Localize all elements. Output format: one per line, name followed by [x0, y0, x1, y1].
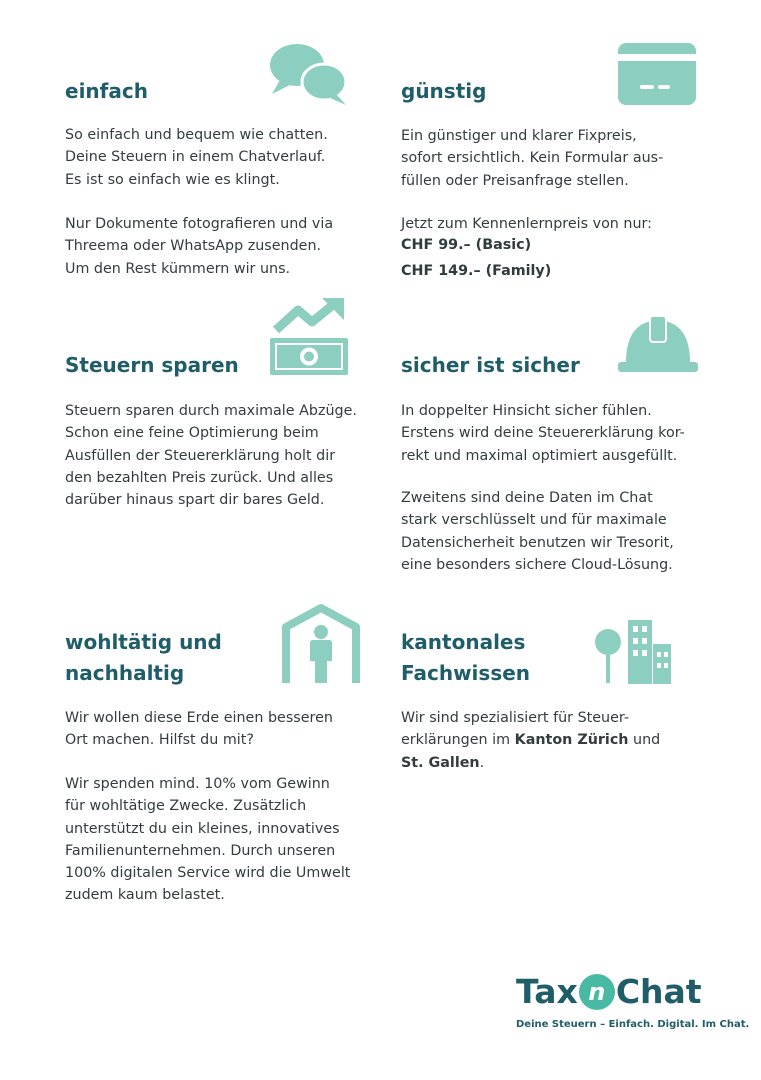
- logo-n-bubble: n: [579, 974, 615, 1010]
- feature-text: So einfach und bequem wie chatten. Deine Steuern in einem Chatverlauf. Es ist so einfach wie es klingt.: [65, 127, 328, 188]
- feature-text: Ein günstiger und klarer Fixpreis, sofort ersichtlich. Kein Formular aus- füllen oder Preisanfrage stellen.: [401, 128, 664, 189]
- feature-title: Steuern sparen: [65, 353, 239, 377]
- person-shelter-icon: [281, 603, 361, 683]
- text-part: Wir sind spezialisiert für Steuer- erklärungen im: [401, 710, 630, 749]
- feature-title: einfach: [65, 79, 148, 103]
- feature-title: günstig: [401, 79, 487, 103]
- chat-bubbles-icon: [268, 42, 350, 108]
- feature-title: Fachwissen: [401, 661, 531, 685]
- feature-title: nachhaltig: [65, 661, 185, 685]
- feature-text: In doppelter Hinsicht sicher fühlen. Erstens wird deine Steuererklärung kor- rekt und maximal optimiert ausgefüllt.: [401, 403, 685, 464]
- feature-text: [401, 707, 660, 774]
- feature-text: Wir wollen diese Erde einen besseren Ort machen. Hilfst du mit?: [65, 710, 333, 749]
- text-part: .: [479, 754, 485, 771]
- logo-tagline: Deine Steuern – Einfach. Digital. Im Chat.: [516, 1019, 750, 1030]
- hard-hat-icon: [618, 316, 698, 374]
- feature-text: Zweitens sind deine Daten im Chat stark verschlüsselt und für maximale Datensicherheit benutzen wir Tresorit, eine besonders sichere Cloud-Lösung.: [401, 490, 674, 573]
- taxnchat-logo: [516, 974, 702, 1010]
- feature-text: Wir spenden mind. 10% vom Gewinn für wohltätige Zwecke. Zusätzlich unterstützt du ein kleines, innovatives Familienunternehmen. Durch unseren 100% digitalen Service wird die Umwelt zudem kaum belastet.: [65, 776, 351, 904]
- text-bold-st-gallen: St. Gallen: [401, 754, 480, 771]
- feature-text: Jetzt zum Kennenlernpreis von nur:: [401, 216, 652, 232]
- city-tree-icon: [594, 620, 674, 684]
- price-family: CHF 149.– (Family): [401, 263, 552, 279]
- logo-text-tax: Tax: [516, 972, 578, 1011]
- feature-text: Nur Dokumente fotografieren und via Threema oder WhatsApp zusenden. Um den Rest kümmern wir uns.: [65, 216, 334, 277]
- feature-text: Steuern sparen durch maximale Abzüge. Schon eine feine Optimierung beim Ausfüllen der Steuererklärung holt dir den bezahlten Preis zurück. Und alles darüber hinaus spart dir bares Geld.: [65, 403, 357, 509]
- feature-title: wohltätig und: [65, 630, 222, 654]
- text-part: und: [628, 732, 661, 749]
- feature-title: kantonales: [401, 630, 526, 654]
- feature-title: sicher ist sicher: [401, 353, 580, 377]
- credit-card-icon: [618, 43, 696, 105]
- price-basic: CHF 99.– (Basic): [401, 237, 532, 253]
- logo-text-chat: Chat: [615, 972, 702, 1011]
- money-growth-icon: [270, 298, 348, 376]
- text-bold-kanton-zuerich: Kanton Zürich: [514, 732, 629, 749]
